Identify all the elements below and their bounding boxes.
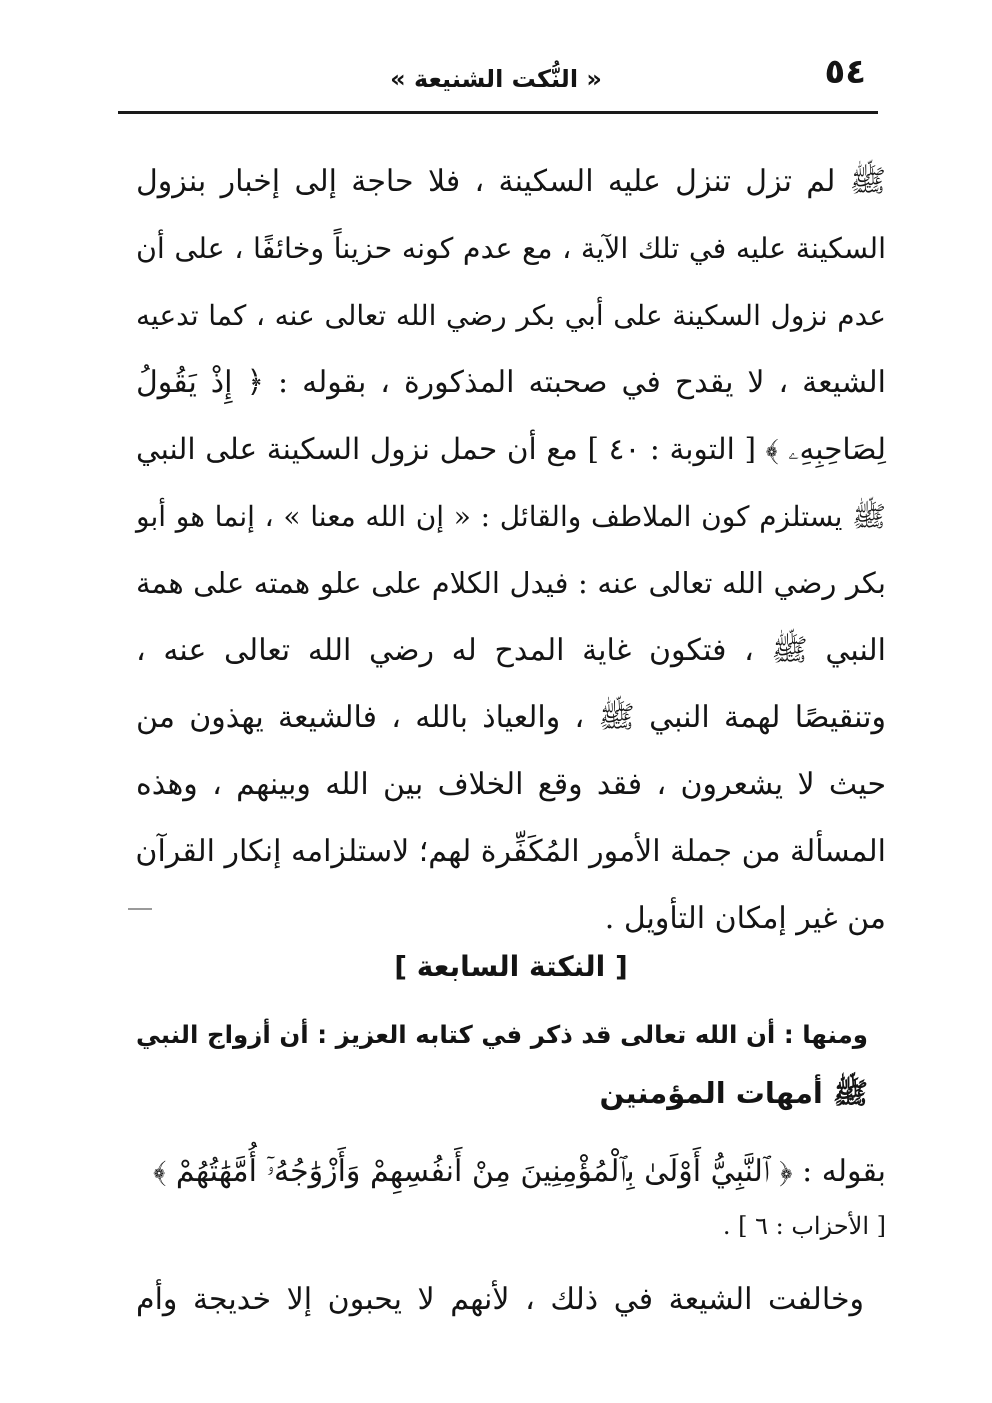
bold-text-line: ومنها : أن الله تعالى قد ذكر في كتابه العزيز : أن أزواج النبي (136, 1020, 868, 1049)
text-line: ﷺ لم تزل تنزل عليه السكينة ، فلا حاجة إلى إخبار بنزول (136, 164, 886, 199)
text-line: حيث لا يشعرون ، فقد وقع الخلاف بين الله وبينهم ، وهذه (136, 767, 886, 802)
verse-citation: [ الأحزاب : ٦ ] . (722, 1212, 886, 1240)
text-line: المسألة من جملة الأمور المُكَفِّرة لهم؛ لاستلزامه إنكار القرآن (135, 834, 886, 869)
text-line: لِصَاحِبِهِۦ ﴾ [ التوبة : ٤٠ ] مع أن حمل نزول السكينة على النبي (136, 432, 886, 466)
text-line: ﷺ يستلزم كون الملاطف والقائل : « إن الله معنا » ، إنما هو أبو (136, 500, 886, 533)
text-line: بكر رضي الله تعالى عنه : فيدل الكلام على علو همته على همة (136, 566, 886, 600)
header-rule (118, 111, 878, 114)
running-title: « النُّكت الشنيعة » (390, 65, 602, 93)
section-heading: [ النكتة السابعة ] (394, 950, 628, 983)
page-number: ٥٤ (824, 52, 866, 92)
text-line: وتنقيصًا لهمة النبي ﷺ ، والعياذ بالله ، فالشيعة يهذون من (136, 700, 886, 735)
scan-mark (128, 908, 152, 910)
body-paragraph (136, 148, 886, 952)
bold-text-line: ﷺ أمهات المؤمنين (599, 1076, 868, 1110)
text-line: النبي ﷺ ، فتكون غاية المدح له رضي الله تعالى عنه ، (136, 633, 886, 668)
text-line: السكينة عليه في تلك الآية ، مع عدم كونه حزيناً وخائفًا ، على أن (136, 232, 886, 265)
text-line: وخالفت الشيعة في ذلك ، لأنهم لا يحبون إلا خديجة وأم (136, 1282, 864, 1317)
text-line: عدم نزول السكينة على أبي بكر رضي الله تعالى عنه ، كما تدعيه (136, 299, 886, 332)
bold-paragraph (136, 1006, 868, 1122)
text-line: الشيعة ، لا يقدح في صحبته المذكورة ، بقوله : ﴿ إِذْ يَقُولُ (136, 365, 886, 400)
text-line: من غير إمكان التأويل . (604, 901, 886, 936)
verse-quote: ﴿ ٱلنَّبِيُّ أَوْلَىٰ بِٱلْمُؤْمِنِينَ مِنْ أَنفُسِهِمْ وَأَزْوَٰجُهُۥٓ أُمَّهَٰتُهُمْ ﴾ (153, 1154, 793, 1189)
verse-intro: بقوله : (802, 1154, 886, 1189)
page-header (118, 50, 874, 106)
verse-line (136, 1140, 886, 1204)
